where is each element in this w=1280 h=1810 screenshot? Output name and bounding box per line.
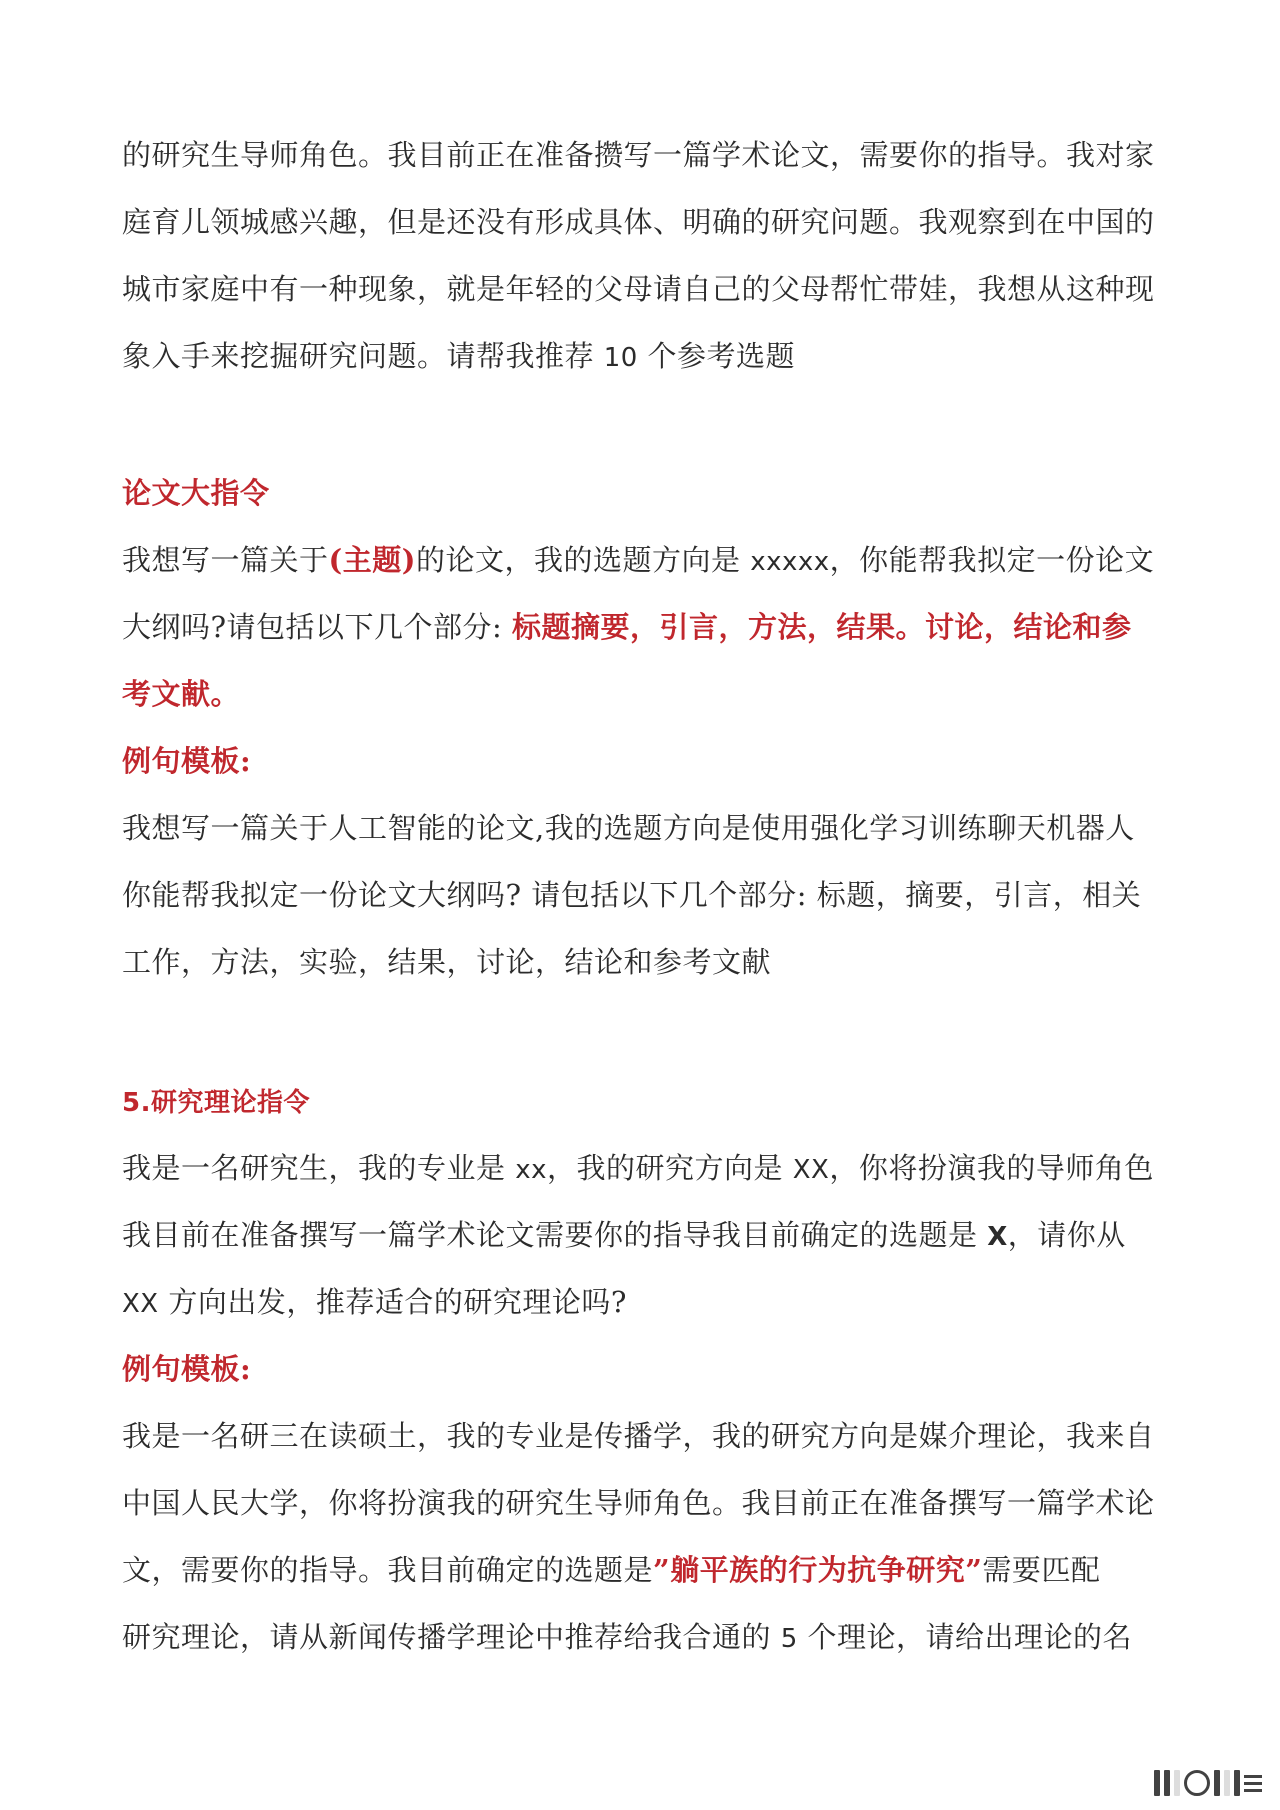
theory-text: ，我的研究方向是 — [547, 1151, 793, 1185]
theory-example-text: 文，需要你的指导。我目前确定的选题是 — [122, 1553, 654, 1587]
intro-paragraph — [122, 122, 1172, 390]
watermark-bar-icon — [1234, 1770, 1240, 1796]
outline-example-line: 工作，方法，实验，结果，讨论，结论和参考文献 — [122, 945, 772, 979]
theory-example-label: 例句模板: — [122, 1352, 252, 1386]
theory-text: 我是一名研究生，我的专业是 — [122, 1151, 516, 1185]
outline-line-2 — [122, 594, 1172, 661]
outline-section — [122, 460, 1172, 996]
outline-text: 的论文，我的选题方向是 — [415, 543, 751, 577]
outline-text: 我想写一篇关于 — [122, 543, 329, 577]
theory-section — [122, 1068, 1172, 1671]
intro-number: 10 — [603, 343, 638, 373]
outline-parts-highlight: 标题摘要，引言，方法，结果。讨论，结论和参 — [512, 610, 1132, 644]
theory-example-text: 研究理论，请从新闻传播学理论中推荐给我合通的 — [122, 1620, 781, 1654]
theory-heading — [122, 1068, 1172, 1135]
theory-example-text: 需要匹配 — [982, 1553, 1101, 1587]
theory-text: 我目前在准备撰写一篇学术论文需要你的指导我目前确定的选题是 — [122, 1218, 988, 1252]
theory-text: ，你将扮演我的导师角色 — [829, 1151, 1154, 1185]
theory-example-line-3 — [122, 1537, 1172, 1604]
watermark-bar-icon — [1164, 1770, 1170, 1796]
outline-text: 大纲吗?请包括以下几个部分: — [122, 610, 513, 644]
watermark-circle-icon — [1184, 1770, 1210, 1796]
theory-line-3 — [122, 1269, 1172, 1336]
theory-example-text: 个理论，请给出理论的名 — [797, 1620, 1132, 1654]
theory-text: ，请你从 — [1007, 1218, 1126, 1252]
outline-line-1 — [122, 527, 1172, 594]
intro-line-last — [122, 323, 1172, 390]
watermark-bar-icon — [1154, 1770, 1160, 1796]
theory-line-1 — [122, 1135, 1172, 1202]
direction-placeholder: XX — [122, 1289, 159, 1319]
intro-line: 庭育儿领城感兴趣，但是还没有形成具体、明确的研究问题。我观察到在中国的 — [122, 205, 1155, 239]
theory-text: 方向出发，推荐适合的研究理论吗? — [158, 1285, 627, 1319]
watermark-logo — [1154, 1770, 1262, 1796]
intro-line: 城市家庭中有一种现象，就是年轻的父母请自己的父母帮忙带娃，我想从这种现 — [122, 272, 1155, 306]
outline-text: ，你能帮我拟定一份论文 — [829, 543, 1155, 577]
major-placeholder: xx — [515, 1155, 548, 1185]
example-topic-highlight: ”躺平族的行为抗争研究” — [653, 1553, 983, 1587]
theory-line-2 — [122, 1202, 1172, 1269]
theory-count: 5 — [780, 1624, 798, 1654]
direction-placeholder: xxxxx — [750, 547, 830, 577]
outline-heading: 论文大指令 — [122, 476, 270, 510]
research-direction-placeholder: XX — [792, 1155, 830, 1185]
intro-text-end: 个参考选题 — [637, 339, 796, 373]
theory-heading-text: 5.研究理论指令 — [122, 1088, 310, 1118]
topic-placeholder: (主题) — [328, 543, 416, 577]
watermark-bar-icon — [1224, 1770, 1230, 1796]
outline-line-3 — [122, 661, 1172, 728]
outline-example-line: 我想写一篇关于人工智能的论文,我的选题方向是使用强化学习训练聊天机器人 — [122, 811, 1135, 845]
intro-line: 的研究生导师角色。我目前正在准备攒写一篇学术论文，需要你的指导。我对家 — [122, 138, 1155, 172]
theory-example-line: 中国人民大学，你将扮演我的研究生导师角色。我目前正在准备撰写一篇学术论 — [122, 1486, 1155, 1520]
intro-text: 象入手来挖掘研究问题。请帮我推荐 — [122, 339, 604, 373]
theory-example-line: 我是一名研三在读硕土，我的专业是传播学，我的研究方向是媒介理论，我来自 — [122, 1419, 1155, 1453]
watermark-lines-icon — [1244, 1775, 1262, 1792]
watermark-bar-icon — [1174, 1770, 1180, 1796]
outline-example-line: 你能帮我拟定一份论文大纲吗? 请包括以下几个部分: 标题，摘要，引言，相关 — [122, 878, 1142, 912]
theory-example-line-4 — [122, 1604, 1172, 1671]
watermark-bar-icon — [1214, 1770, 1220, 1796]
outline-parts-highlight-end: 考文献。 — [122, 677, 241, 711]
topic-placeholder: X — [987, 1222, 1008, 1252]
outline-example-label: 例句模板: — [122, 744, 252, 778]
